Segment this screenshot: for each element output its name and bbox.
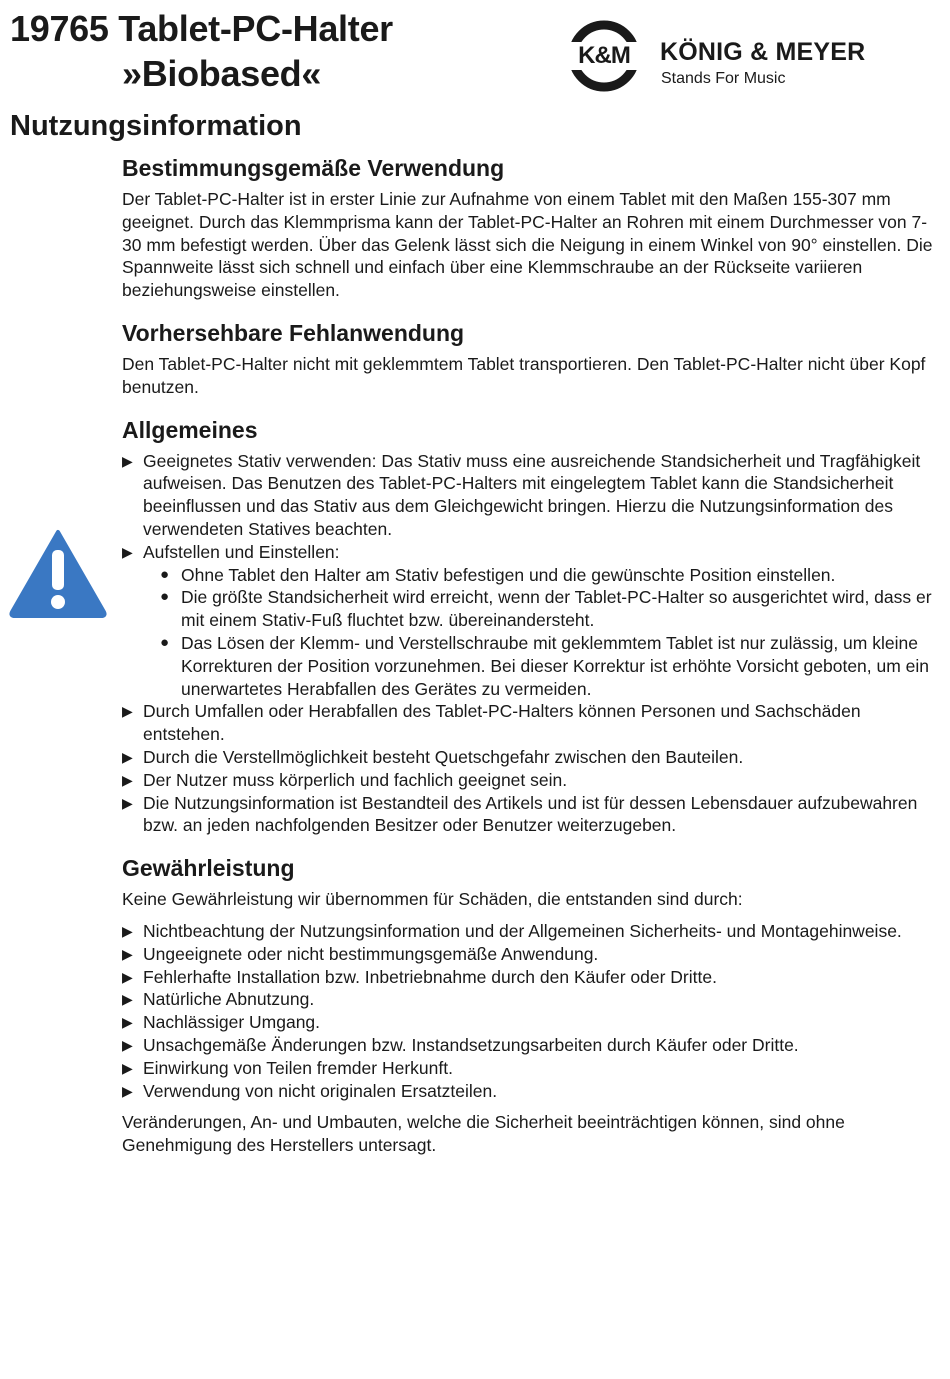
list-item: ▶ Ungeeignete oder nicht bestimmungsgemäße Anwendung. (122, 943, 940, 966)
sub-list-item: ● Die größte Standsicherheit wird erreicht, wenn der Tablet-PC-Halter so ausgerichtet wird, dass er mit einem Stativ-Fuß fluchtet bzw. übereinandersteht. (160, 586, 940, 632)
section-intended-use (122, 153, 940, 302)
section-heading: Gewährleistung (122, 855, 295, 882)
list-item: ▶ Geeignetes Stativ verwenden: Das Stativ muss eine ausreichende Standsicherheit und Tragfähigkeit aufweisen. Das Benutzen des Tablet-PC-Halters mit eingelegtem Tablet kann die Standsicherheit beeinflussen und das Stativ aus dem Gleichgewicht bringen. Hierzu die Nutzungsinformation des verwendeten Statives beachten. (122, 450, 940, 541)
list-item: ▶ Der Nutzer muss körperlich und fachlich geeignet sein. (122, 769, 940, 792)
warranty-outro: Veränderungen, An- und Umbauten, welche die Sicherheit beeinträchtigen können, sind ohne Genehmigung des Herstellers untersagt. (122, 1112, 845, 1156)
title-line-2: »Biobased« (122, 53, 322, 94)
section-warranty (122, 853, 940, 1157)
section-heading: Allgemeines (122, 416, 258, 443)
logo-company-name: KÖNIG & MEYER (660, 38, 866, 66)
section-heading: Bestimmungsgemäße Verwendung (122, 155, 505, 181)
warranty-list (122, 920, 940, 1102)
brand-logo (564, 20, 934, 92)
list-item: ▶ Durch die Verstellmöglichkeit besteht Quetschgefahr zwischen den Bauteilen. (122, 746, 940, 769)
list-item: ▶ Verwendung von nicht originalen Ersatzteilen. (122, 1080, 940, 1103)
section-general (122, 415, 940, 838)
warranty-intro: Keine Gewährleistung wir übernommen für Schäden, die entstanden sind durch: (122, 889, 743, 910)
general-list (122, 450, 940, 838)
sub-list-item: ● Das Lösen der Klemm- und Verstellschraube mit geklemmtem Tablet ist nur zulässig, um kleine Korrekturen der Position vorzunehmen. Bei dieser Korrektur ist erhöhte Vorsicht geboten, um ein unerwartetes Herabfallen des Gerätes zu vermeiden. (160, 632, 940, 700)
page-title (10, 6, 393, 96)
section-text: Den Tablet-PC-Halter nicht mit geklemmtem Tablet transportieren. Den Tablet-PC-Halter nicht über Kopf benutzen. (122, 353, 926, 397)
list-item: ▶ Natürliche Abnutzung. (122, 988, 940, 1011)
list-item: ▶ Durch Umfallen oder Herabfallen des Tablet-PC-Halters können Personen und Sachschäden entstehen. (122, 700, 940, 746)
document-body (122, 153, 940, 1173)
list-item: ▶ Nachlässiger Umgang. (122, 1011, 940, 1034)
list-item: ▶ Die Nutzungsinformation ist Bestandteil des Artikels und ist für dessen Lebensdauer aufzubewahren bzw. an jeden nachfolgenden Besitzer oder Benutzer weiterzugeben. (122, 792, 940, 838)
warning-triangle-icon (8, 528, 108, 620)
section-text: Der Tablet-PC-Halter ist in erster Linie zur Aufnahme von einem Tablet mit den Maßen 155-307 mm geeignet. Durch das Klemmprisma kann der Tablet-PC-Halter an Rohren mit einem Durchmesser von 7-30 mm befestigt werden. Über das Gelenk lässt sich die Neigung in einem Winkel von 90° einstellen. Die Spannweite lässt sich schnell und einfach über eine Klemmschraube an der Rückseite variieren beziehungsweise einstellen. (122, 189, 933, 301)
section-misuse (122, 318, 940, 399)
list-item: ▶ Unsachgemäße Änderungen bzw. Instandsetzungsarbeiten durch Käufer oder Dritte. (122, 1034, 940, 1057)
document-heading: Nutzungsinformation (10, 110, 302, 142)
sub-list-item: ● Ohne Tablet den Halter am Stativ befestigen und die gewünschte Position einstellen. (160, 564, 940, 587)
list-item: ▶ Fehlerhafte Installation bzw. Inbetriebnahme durch den Käufer oder Dritte. (122, 966, 940, 989)
logo-tagline: Stands For Music (661, 70, 786, 87)
list-item: ▶ Nichtbeachtung der Nutzungsinformation und der Allgemeinen Sicherheits- und Montagehinweise. (122, 920, 940, 943)
title-line-1: 19765 Tablet-PC-Halter (10, 8, 393, 49)
logo-badge-text: K&M (578, 42, 630, 69)
setup-sublist (143, 564, 940, 701)
list-item-text: Aufstellen und Einstellen: (143, 541, 340, 562)
section-heading: Vorhersehbare Fehlanwendung (122, 319, 465, 346)
list-item (122, 541, 940, 701)
list-item: ▶ Einwirkung von Teilen fremder Herkunft. (122, 1057, 940, 1080)
